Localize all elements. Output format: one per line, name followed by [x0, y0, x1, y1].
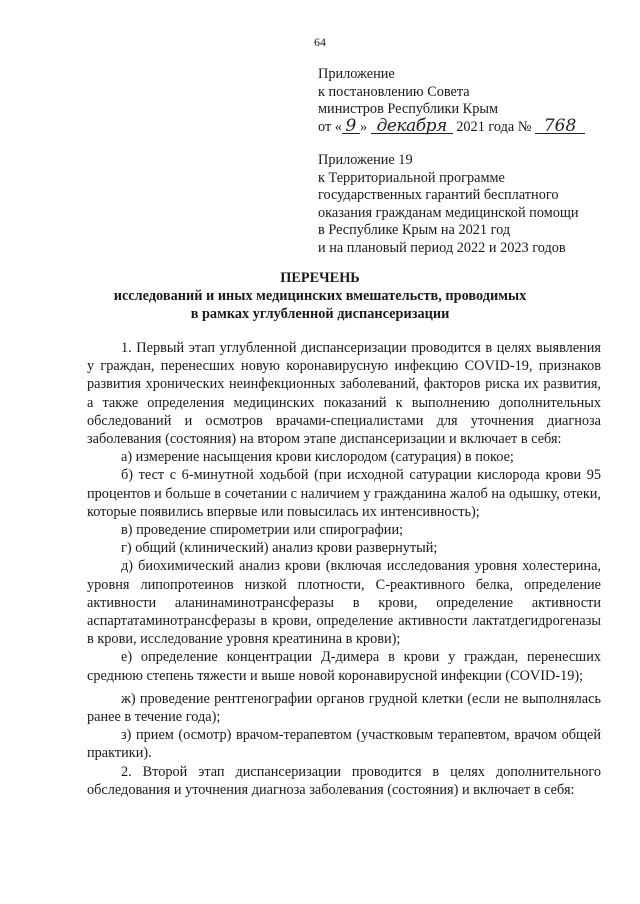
date-year: 2021 года № — [456, 118, 532, 135]
subtitle-line: в рамках углубленной диспансеризации — [190, 305, 450, 322]
list-item-zh: ж) проведение рентгенографии органов грудной клетки (если не выполнялась ранее в течение года); — [87, 690, 601, 726]
list-item-a: а) измерение насыщения крови кислородом (сатурация) в покое; — [121, 449, 514, 466]
paragraph-stage-2: 2. Второй этап диспансеризации проводится в целях дополнительного обследования и уточнения диагноза заболевания (состояния) и включает в себя: — [87, 763, 601, 798]
document-title: ПЕРЕЧЕНЬ — [280, 270, 360, 286]
document-subtitle — [60, 288, 580, 323]
list-item-z: з) прием (осмотр) врачом-терапевтом (участковым терапевтом, врачом общей практики). — [87, 727, 601, 762]
list-item-g: г) общий (клинический) анализ крови развернутый; — [121, 540, 438, 557]
appendix-line: Приложение — [318, 66, 395, 82]
appendix-resolution-block — [318, 66, 618, 136]
date-prefix: от « — [318, 118, 342, 135]
list-item-b: б) тест с 6-минутной ходьбой (при исходной сатурации кислорода крови 95 процентов и больше в сочетании с наличием у гражданина жалоб на одышку, отеки, которые появились впервые или повысилась их интенсивность); — [87, 467, 601, 520]
handwritten-month: декабря — [371, 119, 453, 134]
appendix-line: государственных гарантий бесплатного — [318, 187, 559, 203]
resolution-date-line — [318, 115, 618, 137]
handwritten-doc-number: 768 — [535, 119, 585, 134]
paragraph-stage-1: 1. Первый этап углубленной диспансеризации проводится в целях выявления у граждан, перенесших новую коронавирусную инфекцию COVID-19, признаков развития хронических неинфекционных заболеваний, факторов риска их развития, а также определения медицинских показаний к выполнению дополнительных обследований и осмотров врачами-специалистами для уточнения диагноза заболевания (состояния) на втором этапе диспансеризации и включает в себя: — [87, 340, 601, 448]
list-item-v: в) проведение спирометрии или спирографии; — [121, 522, 404, 539]
appendix-line: в Республике Крым на 2021 год — [318, 222, 511, 238]
appendix-line: и на плановый период 2022 и 2023 годов — [318, 239, 566, 256]
appendix-line: к Территориальной программе — [318, 169, 505, 186]
appendix-program-block — [318, 152, 618, 257]
appendix-line: оказания гражданам медицинской помощи — [318, 204, 579, 221]
list-item-d: д) биохимический анализ крови (включая исследования уровня холестерина, уровня липопротеинов низкой плотности, С-реактивного белка, определение активности аланинаминотрансферазы в крови, определение активности аспартатаминотрансферазы в крови, определение активности лактатдегидрогеназы в крови, исследование уровня креатинина в крови); — [87, 558, 601, 648]
document-body — [87, 339, 601, 799]
appendix-line: министров Республики Крым — [318, 101, 499, 117]
handwritten-day: 9 — [342, 119, 360, 134]
appendix-line: к постановлению Совета — [318, 83, 470, 100]
appendix-line: Приложение 19 — [318, 152, 413, 168]
page-number: 64 — [314, 35, 326, 49]
subtitle-line: исследований и иных медицинских вмешательств, проводимых — [113, 288, 527, 304]
list-item-e: е) определение концентрации Д-димера в крови у граждан, перенесших среднюю степень тяжести и выше новой коронавирусной инфекции (COVID-19); — [87, 649, 601, 684]
date-mid: » — [359, 118, 368, 135]
